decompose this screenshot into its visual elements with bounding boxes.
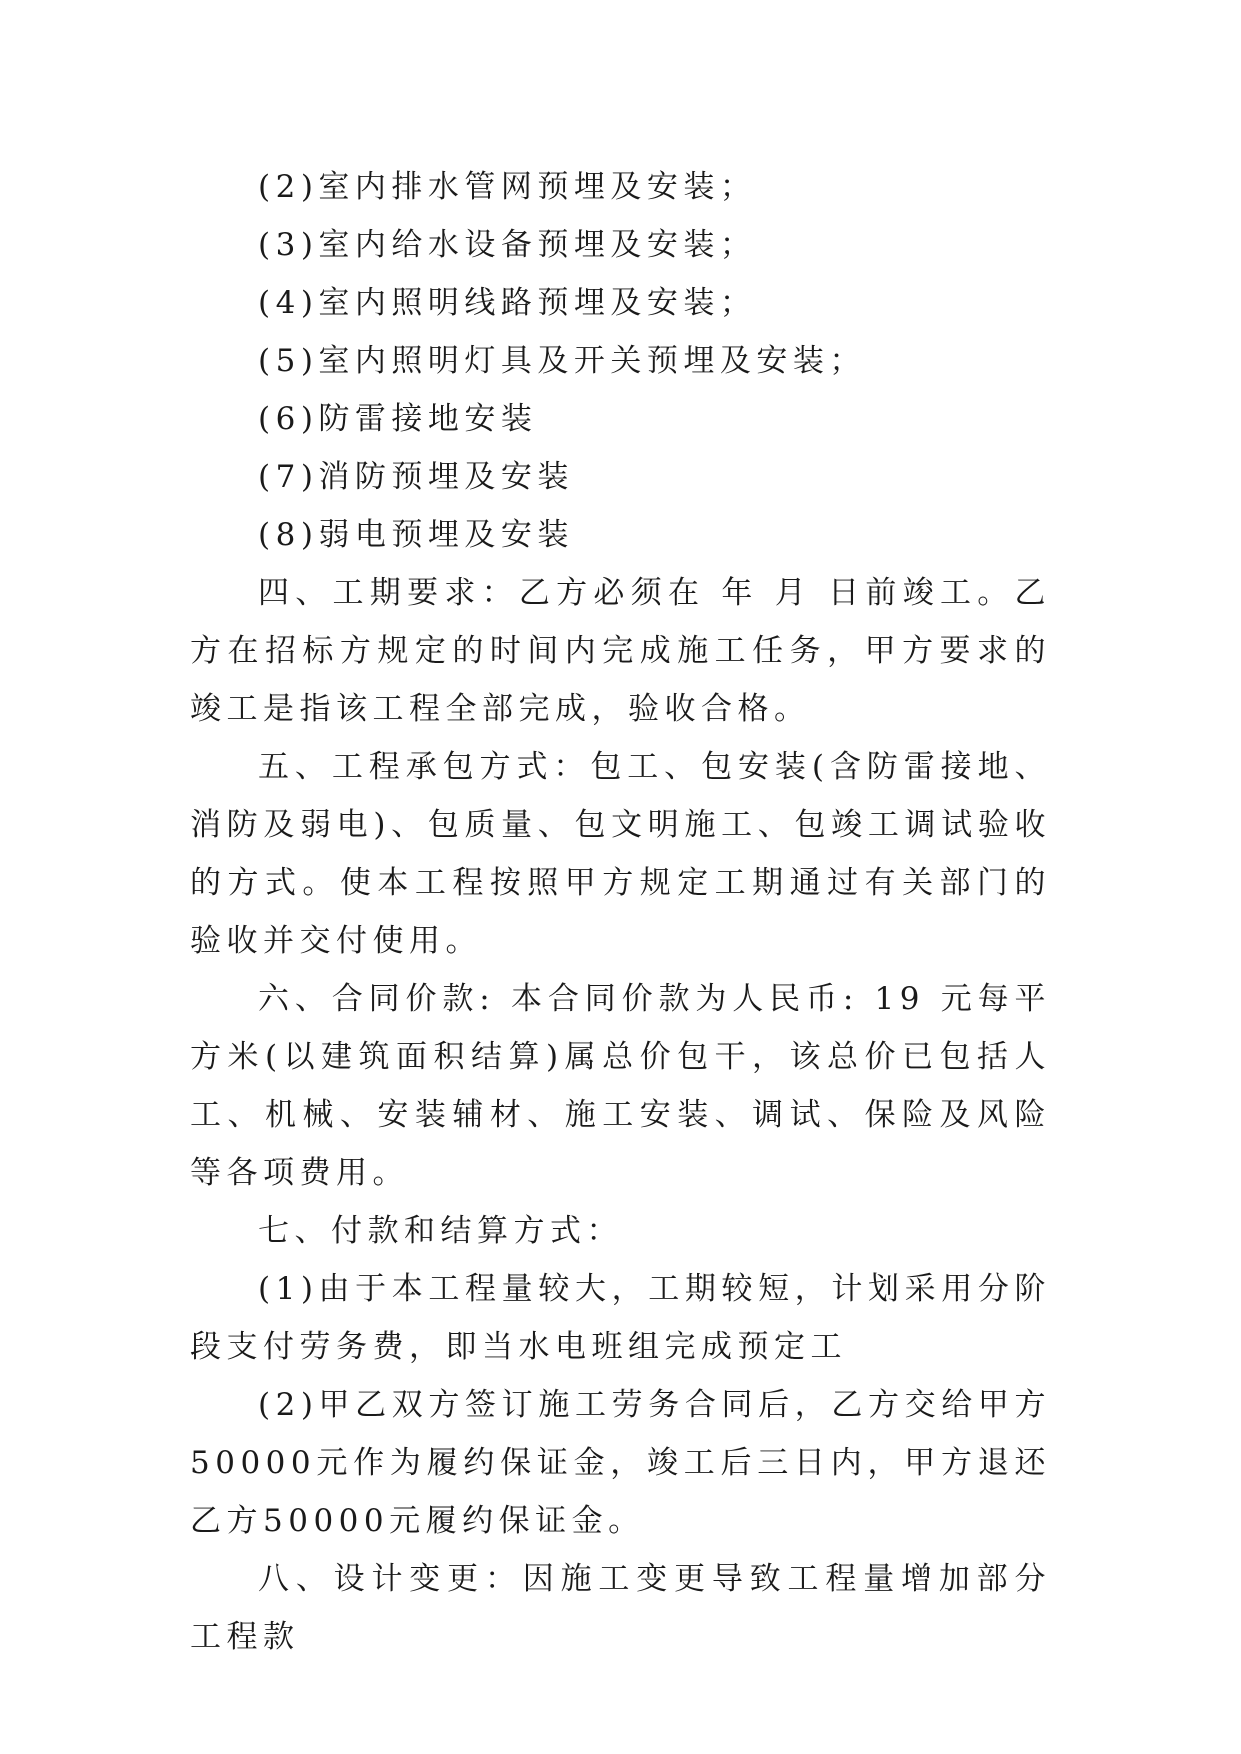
document-page bbox=[190, 158, 1051, 1666]
list-item-water-supply: (3)室内给水设备预埋及安装； bbox=[258, 227, 757, 263]
clause-contracting-method: 五、工程承包方式：包工、包安装(含防雷接地、消防及弱电)、包质量、包文明施工、包竣工调试验收的方式。使本工程按照甲方规定工期通过有关部门的验收并交付使用。 bbox=[190, 749, 1051, 959]
list-item-low-voltage: (8)弱电预埋及安装 bbox=[258, 517, 574, 553]
list-item-drainage: (2)室内排水管网预埋及安装； bbox=[258, 169, 757, 205]
list-item-fire-protection: (7)消防预埋及安装 bbox=[258, 459, 574, 495]
clause-design-change: 八、设计变更：因施工变更导致工程量增加部分工程款 bbox=[190, 1561, 1051, 1655]
list-item-lighting-fixtures: (5)室内照明灯具及开关预埋及安装； bbox=[258, 343, 866, 379]
clause-contract-price: 六、合同价款: 本合同价款为人民币: 19 元每平方米(以建筑面积结算)属总价包干，该总价已包括人工、机械、安装辅材、施工安装、调试、保险及风险等各项费用。 bbox=[190, 981, 1051, 1191]
list-item-lightning-protection: (6)防雷接地安装 bbox=[258, 401, 538, 437]
clause-payment-heading: 七、付款和结算方式： bbox=[258, 1213, 623, 1249]
list-item-lighting-lines: (4)室内照明线路预埋及安装； bbox=[258, 285, 757, 321]
payment-item-1: (1)由于本工程量较大，工期较短，计划采用分阶段支付劳务费，即当水电班组完成预定工 bbox=[190, 1271, 1051, 1365]
clause-schedule: 四、工期要求：乙方必须在 年 月 日前竣工。乙方在招标方规定的时间内完成施工任务，甲方要求的竣工是指该工程全部完成，验收合格。 bbox=[190, 575, 1051, 727]
payment-item-2: (2)甲乙双方签订施工劳务合同后，乙方交给甲方50000元作为履约保证金，竣工后三日内，甲方退还乙方50000元履约保证金。 bbox=[190, 1387, 1051, 1539]
